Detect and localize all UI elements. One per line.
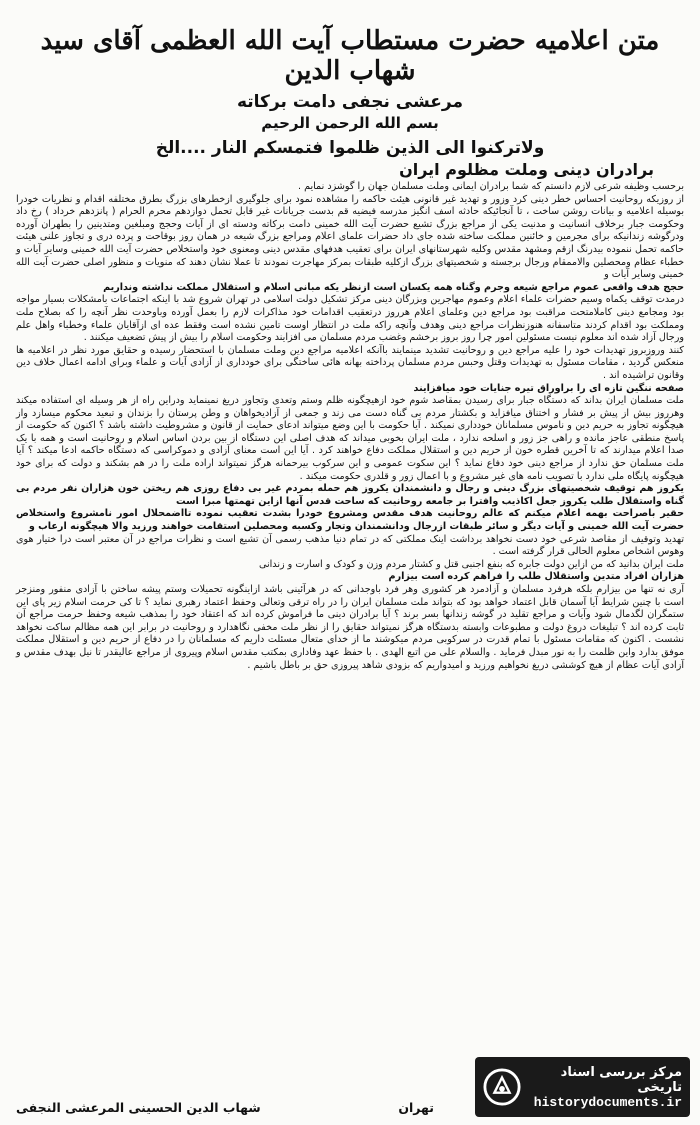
paragraph: درمدت توقف یکماه وسیم حضرات علماء اعلام وعموم مهاجرین وبزرگان دینی مرکز تشکیل دولت اسلامی در تهران شروع شد با اینکه اجتماعات بامشکلات بسیار مواجه بود ومجامع دینی کاملامتحت مراقبت بود مراجع دین وعلمای اعلام هرروز درتعقیب اقدامات خود مذاکرات لازم را بعمل آورده وباوحدت نظر آنچه را که بصلاح ملت ومملکت بود اقدام کردند متاسفانه هنوزنظرات مراجع دینی وهدف وآنچه راکه ملت در انتظار اوست تامین نشده است وفقط عده ای ازآقایان علماء وخطباء واهل علم ورجال آزاد شده اند معلوم نیست مسئولین امور چرا روز بروز برخشم وغضب مردم مسلمان می افزایند وحکومت اسلام را بیش از پیش تضعیف میکنند . <box>16 294 684 344</box>
emphasis-paragraph: حجج هدف واقعی عموم مراجع شیعه وجرم وگناه همه یکسان است ازنظر یکه مبانی اسلام و استقلال مملکت نداشته ونداریم <box>103 281 684 293</box>
paragraph: برحسب وظیفه شرعی لازم دانستم که شما برادران ایمانی وملت مسلمان جهان را گوشزد نمایم . <box>297 181 684 192</box>
document-subtitle: مرعشی نجفی دامت برکاته <box>236 92 464 112</box>
location-label: تهران <box>398 1100 434 1115</box>
emphasis-paragraph: حقیر باصراحت بهمه اعلام میکنم که عالم روحانیت هدف مقدس ومشروع خودرا بشدت تعقیب نموده تااضمحلال امور نامشروع واستخلاص حضرت آیت الله خمینی و آیات دیگر و سائر طبقات ازرجال ودانشمندان وتجار وکسبه ومحصلین استقامت خواهند ورزید والا هیچگونه ارعاب و <box>16 508 684 533</box>
quran-verse: ولاترکنوا الی الذین ظلموا فتمسکم النار ....الخ <box>155 138 545 158</box>
paragraph: تهدید وتوقیف از مقاصد شرعی خود دست نخواهد برداشت اینک مملکتی که در تمام دنیا مذهب رسمی آن تشیع است و نظرات مراجع در آن معتبر است درا ختیار هوی وهوس اشخاص معلوم الحالی قرار گرفته است . <box>16 533 684 558</box>
salutation: برادران دینی وملت مظلوم ایران <box>399 160 654 179</box>
emphasis-paragraph: هزاران افراد متدین واستقلال طلب را فراهم کرده است بیزارم <box>388 571 684 583</box>
emphasis-paragraph: یکروز هم توقیف شخصیتهای بزرگ دینی و رجال و دانشمندان یکروز هم حمله بمردم غیر بی دفاع روزی هم ریختن خون هزاران نفر مردم بی گناه واستقلال طلب یکروز جعل اکاذیب وافترا بر جامعه روحانیت که ساحت قدس آنها ازاین تهمتها مبرا است <box>16 483 684 507</box>
emphasis-paragraph: صفحه ننگین تازه ای را براوراق تیره جنایات خود میافزایند <box>413 382 684 394</box>
document-body <box>16 181 684 672</box>
signatory-name: شهاب الدین الحسینی المرعشی النجفی <box>16 1100 261 1115</box>
archive-logo-icon <box>483 1068 521 1106</box>
paragraph: ملت ایران بدانید که من ازاین دولت جابره که بنفع اجنبی قتل و کشتار مردم وزن و کودک و اسارت و زندانی <box>258 558 684 570</box>
paragraph: آری نه تنها من بیزارم بلکه هرفرد مسلمان و آزادمرد هر کشوری وهر فرد باوجدانی که در هرآئینی باشد ازاینگونه تحمیلات وستم پیشه ساختن با آزادی منفور ومنزجر است با چنین شرایط آیا آسمان قابل اعتماد خواهد بود که بتواند ملت مسلمان ایران را در راه ترقی وتعالی وحفظ اعتماد رهبری نماید ؟ تا کی حرمت اسلام زیر پای این ستمگران لگدمال شود وآیات و مراجع تقلید در گوشه زندانها بسر برند ؟ آیا برادران دینی ما فراموش کرده اند که اعتقاد خود را بمذهب شیعه وحفظ حرمت مراجع آن ثابت کرده اند ؟ تبلیغات دروغ دولت و مطبوعات وابسته بدستگاه هرگز نمیتواند حقایق را از نظر ملت مخفی نگاهدارد و روحانیت در برابر این همه مظالم ساکت نخواهد نشست . اکنون که مقامات مسئول با تمام قدرت در سرکوبی مردم میکوشند ما از خدای متعال مسئلت داریم که مسلمانان را در دفاع از حریم دین و استقلال مملکت موفق بدارد واین ظلمت را به نور مبدل فرماید . والسلام علی من اتبع الهدی . با حفظ عهد وفاداری بمکتب مقدس اسلام وپیروی از مراجع عالیقدر تا نیل بهدف مقدس و آزادی آیات عظام از هیچ کوششی دریغ نخواهیم ورزید و امیدواریم که بزودی شاهد پیروزی حق بر باطل باشیم . <box>16 584 684 671</box>
archive-watermark <box>475 1057 690 1117</box>
watermark-url[interactable]: historydocuments.ir <box>533 1094 682 1110</box>
paragraph: ملت مسلمان ایران بداند که دستگاه جبار برای رسیدن بمقاصد شوم خود ازهیچگونه ظلم وستم وتعدی وتجاوز دریغ نمینماید ودراین راه از هر وسیله ای استفاده میکند وهرروز بیش از پیش بر فشار و اختناق میافزاید و بکشتار مردم بی گناه دست می زند و جمعی از آزادیخواهان و وطن پرستان را بزندان و تبعید محکوم میسازد واز هیچگونه تجاوز به حریم دین و ناموس مسلمانان خودداری نمیکند . آیا حکومت با این وضع میتواند ادعای حمایت از قانون و مشروطیت داشته باشد ؟ اکنون که حکومت از پاسخ منطقی عاجز مانده و راهی جز زور و اسلحه ندارد ، ملت ایران بخوبی میداند که هدف اصلی این دستگاه از بین بردن اساس اسلام و روحانیت است و همه با یک صدا اعلام میدارند که تا آخرین قطره خون از حریم دین و استقلال مملکت دفاع خواهند کرد . آیا این است معنای آزادی و دموکراسی که دستگاه حاکمه ادعا میکند ؟ آیا ملت مسلمان حق ندارد از مراجع دینی خود دفاع نماید ؟ این سکوت عمومی و این سرکوب بیرحمانه هرگز نمیتواند اراده ملت را در هم بشکند و دولت که برای خود هیچگونه پایگاه ملی ندارد با تصویب نامه های غیر مشروع و با اعمال زور و قلدری حکومت میکند . <box>16 395 684 482</box>
document-title: متن اعلامیه حضرت مستطاب آیت الله العظمی آقای سید شهاب الدین <box>40 26 660 86</box>
watermark-label-fa: مرکز بررسی اسناد تاریخی <box>560 1064 682 1095</box>
paragraph: از روزیکه روحانیت احساس خطر دینی کرد وزور و تهدید غیر قانونی هیئت حاکمه را مشاهده نمود برای جلوگیری ازخطرهای بزرگ بطرق مختلفه اقدام و نظریات خودرا بوسیله اعلامیه و بیانات روشن ساخت ، تا آنجائیکه حادثه اسف انگیز مدرسه فیضیه قم بدست جریانات غیر قابل تحمل دوازدهم محرم الحرام ( پانزدهم خرداد ) رخ داد وحکومت جبار برخلاف انسانیت و مدنیت یکی از مراجع بزرگ تشیع حضرت آیت الله خمینی دامت برکاته ودسته ای از آیات وحجج ومبلغین ومتدینین را بطهران آورده ودرگوشه زندانیکه برای مجرمین و خائنین مملکت ساخته شده جای داد حضرات علمای اعلام ومراجع بزرگ شیعه در همان روز بوقاحت و پرده دری و تجاوز علنی هیئت حاکمه تحمل ننموده بیدرنگ ازقم ومشهد مقدس وکلیه شهرستانهای ایران برای تعقیب هدفهای مقدس دینی ومعنوی خود واستخلاص حضرت آیت الله خمینی وسایر آیات و خطباء عظام ومحصلین والاممقام ورجال برجسته و شخصیتهای بزرگ ازکلیه طبقات بمرکز مهاجرت نمودند تا عملا نشان دهند که منویات و منظور اصلی حضرت آیت الله خمینی وسایر آیات و <box>16 193 684 281</box>
paragraph: کنند وروزبروز تهدیدات خود را علیه مراجع دین و روحانیت تشدید مینمایند باآنکه اعلامیه مراجع دین وملت مسلمان با استحضار رسیده و حقایق مورد نظر در اعلامیه ها منعکس گردید ، مقامات مسئول به تهدیدات وقتل وحبس مردم مسلمان پرداخته بهانه هائی ساختگی برای خودداری از آزادی آیات و علماء وبرای ادامه اعمال خلاف دین وقانون تراشیده اند . <box>16 344 684 381</box>
bismillah-line: بسم الله الرحمن الرحیم <box>261 114 439 132</box>
